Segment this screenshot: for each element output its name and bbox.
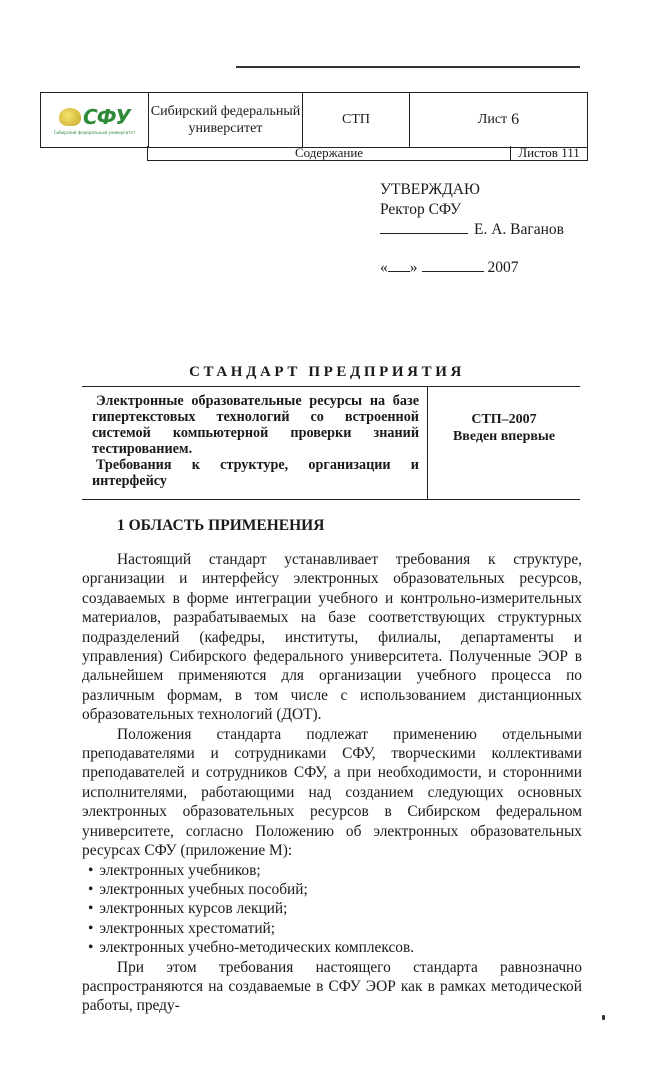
list-item: • электронных учебных пособий; bbox=[82, 880, 582, 899]
standard-heading: СТАНДАРТ ПРЕДПРИЯТИЯ bbox=[189, 364, 465, 380]
doc-code: СТП bbox=[303, 93, 410, 147]
sheet-cell bbox=[410, 93, 587, 147]
scan-artifact-line bbox=[236, 66, 580, 68]
approval-year: 2007 bbox=[487, 259, 519, 276]
section-name: Содержание bbox=[148, 146, 511, 160]
quote-open: « bbox=[380, 259, 388, 276]
approval-block bbox=[380, 180, 564, 278]
logo-cell bbox=[41, 93, 149, 147]
approve-label: УТВЕРЖДАЮ bbox=[380, 181, 480, 198]
list-item: • электронных хрестоматий; bbox=[82, 919, 582, 938]
paragraph-1: Настоящий стандарт устанавливает требования к структуре, организации и интерфейсу электронных образовательных ресурсов, создаваемых в форме интеграции учебного и контрольно-измерительных материалов, разрабатываемых на базе соответствующих структурных подразделений (кафедры, институты, филиалы, департаменты и управления) Сибирского федерального университета. Полученные ЭОР в дальнейшем применяются для организации учебного процесса по различным формам, в том числе с использованием дистанционных образовательных технологий (ДОТ). bbox=[82, 551, 582, 724]
standard-desc-subtitle: Требования к структуре, организации и интерфейсу bbox=[92, 457, 419, 489]
sheet-number: 6 bbox=[511, 111, 520, 128]
sfu-logo bbox=[54, 105, 136, 135]
quote-close: » bbox=[409, 259, 418, 276]
sheet-label: Лист bbox=[477, 112, 508, 127]
month-blank bbox=[422, 271, 484, 272]
standard-description bbox=[82, 387, 428, 499]
list-item: • электронных курсов лекций; bbox=[82, 899, 582, 918]
section-title: 1 ОБЛАСТЬ ПРИМЕНЕНИЯ bbox=[117, 517, 325, 534]
paragraph-2: Положения стандарта подлежат применению отдельными преподавателями и сотрудниками СФУ, творческими коллективами преподавателей и сотрудников СФУ, а при необходимости, и сторонними исполнителями, работающими над созданием следующих основных электронных образовательных ресурсов в Сибирском федеральном университете, согласно Положению об электронных образовательных ресурсах СФУ (приложение М): bbox=[82, 725, 582, 860]
rector-label: Ректор СФУ bbox=[380, 201, 461, 218]
logo-emblem-icon bbox=[59, 108, 81, 126]
standard-code-cell bbox=[428, 387, 580, 499]
sheets-total: Листов 111 bbox=[518, 145, 580, 160]
list-item: • электронных учебно-методических комплексов. bbox=[82, 938, 582, 957]
list-item: • электронных учебников; bbox=[82, 861, 582, 880]
resource-list bbox=[82, 861, 582, 958]
signature-line bbox=[380, 233, 468, 234]
standard-desc-title: Электронные образовательные ресурсы на базе гипертекстовых технологий со встроенной системой компьютерной проверки знаний тестированием. bbox=[92, 393, 419, 457]
university-name: Сибирский федеральный университет bbox=[149, 93, 303, 147]
scan-speck bbox=[602, 1015, 605, 1020]
approval-date bbox=[380, 258, 564, 278]
paragraph-3: При этом требования настоящего стандарта равнозначно распространяются на создаваемые в СФУ ЭОР как в рамках методической работы, преду- bbox=[82, 958, 582, 1015]
document-header-table bbox=[40, 92, 588, 160]
standard-status: Введен впервые bbox=[452, 429, 556, 444]
day-blank bbox=[388, 271, 410, 272]
logo-subtitle: Сибирский федеральный университет bbox=[53, 130, 136, 135]
logo-text: СФУ bbox=[83, 105, 130, 129]
section-body bbox=[82, 550, 582, 1016]
standard-table bbox=[82, 386, 580, 500]
standard-code: СТП–2007 bbox=[471, 412, 537, 427]
rector-name: Е. А. Ваганов bbox=[474, 221, 564, 238]
